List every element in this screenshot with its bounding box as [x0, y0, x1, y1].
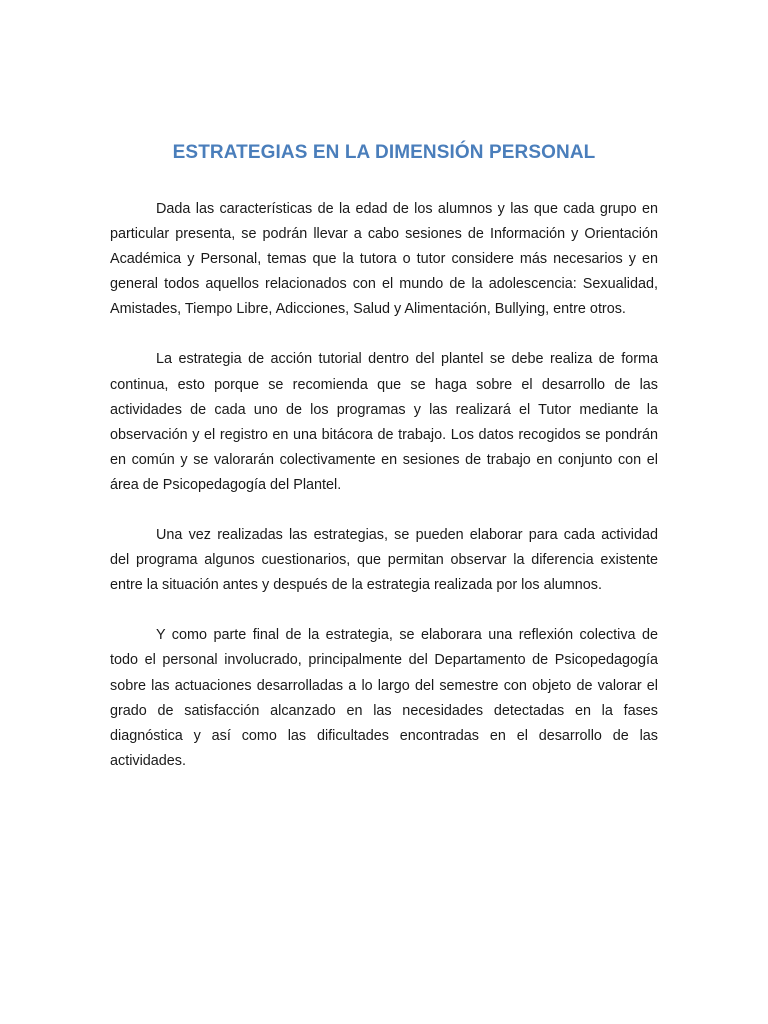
paragraph-4: Y como parte final de la estrategia, se elaborara una reflexión colectiva de todo el personal involucrado, principalmente del Departamento de Psicopedagogía sobre las actuaciones desarrolladas a lo largo del semestre con objeto de valorar el grado de satisfacción alcanzado en las necesidades detectadas en la fases diagnóstica y así como las dificultades encontradas en el desarrollo de las actividades.: [110, 627, 658, 769]
document-title: ESTRATEGIAS EN LA DIMENSIÓN PERSONAL: [172, 142, 596, 163]
paragraph-3: Una vez realizadas las estrategias, se pueden elaborar para cada actividad del programa algunos cuestionarios, que permitan observar la diferencia existente entre la situación antes y después de la estrategia realizada por los alumnos.: [110, 527, 658, 594]
paragraph-1: Dada las características de la edad de los alumnos y las que cada grupo en particular presenta, se podrán llevar a cabo sesiones de Información y Orientación Académica y Personal, temas que la tutora o tutor considere más necesarios y en general todos aquellos relacionados con el mundo de la adolescencia: Sexualidad, Amistades, Tiempo Libre, Adicciones, Salud y Alimentación, Bullying, entre otros.: [110, 201, 658, 318]
document-body: [110, 197, 658, 799]
paragraph-2: La estrategia de acción tutorial dentro del plantel se debe realiza de forma continua, esto porque se recomienda que se haga sobre el desarrollo de las actividades de cada uno de los programas y las realizará el Tutor mediante la observación y el registro en una bitácora de trabajo. Los datos recogidos se pondrán en común y se valorarán colectivamente en sesiones de trabajo en conjunto con el área de Psicopedagogía del Plantel.: [110, 351, 658, 493]
